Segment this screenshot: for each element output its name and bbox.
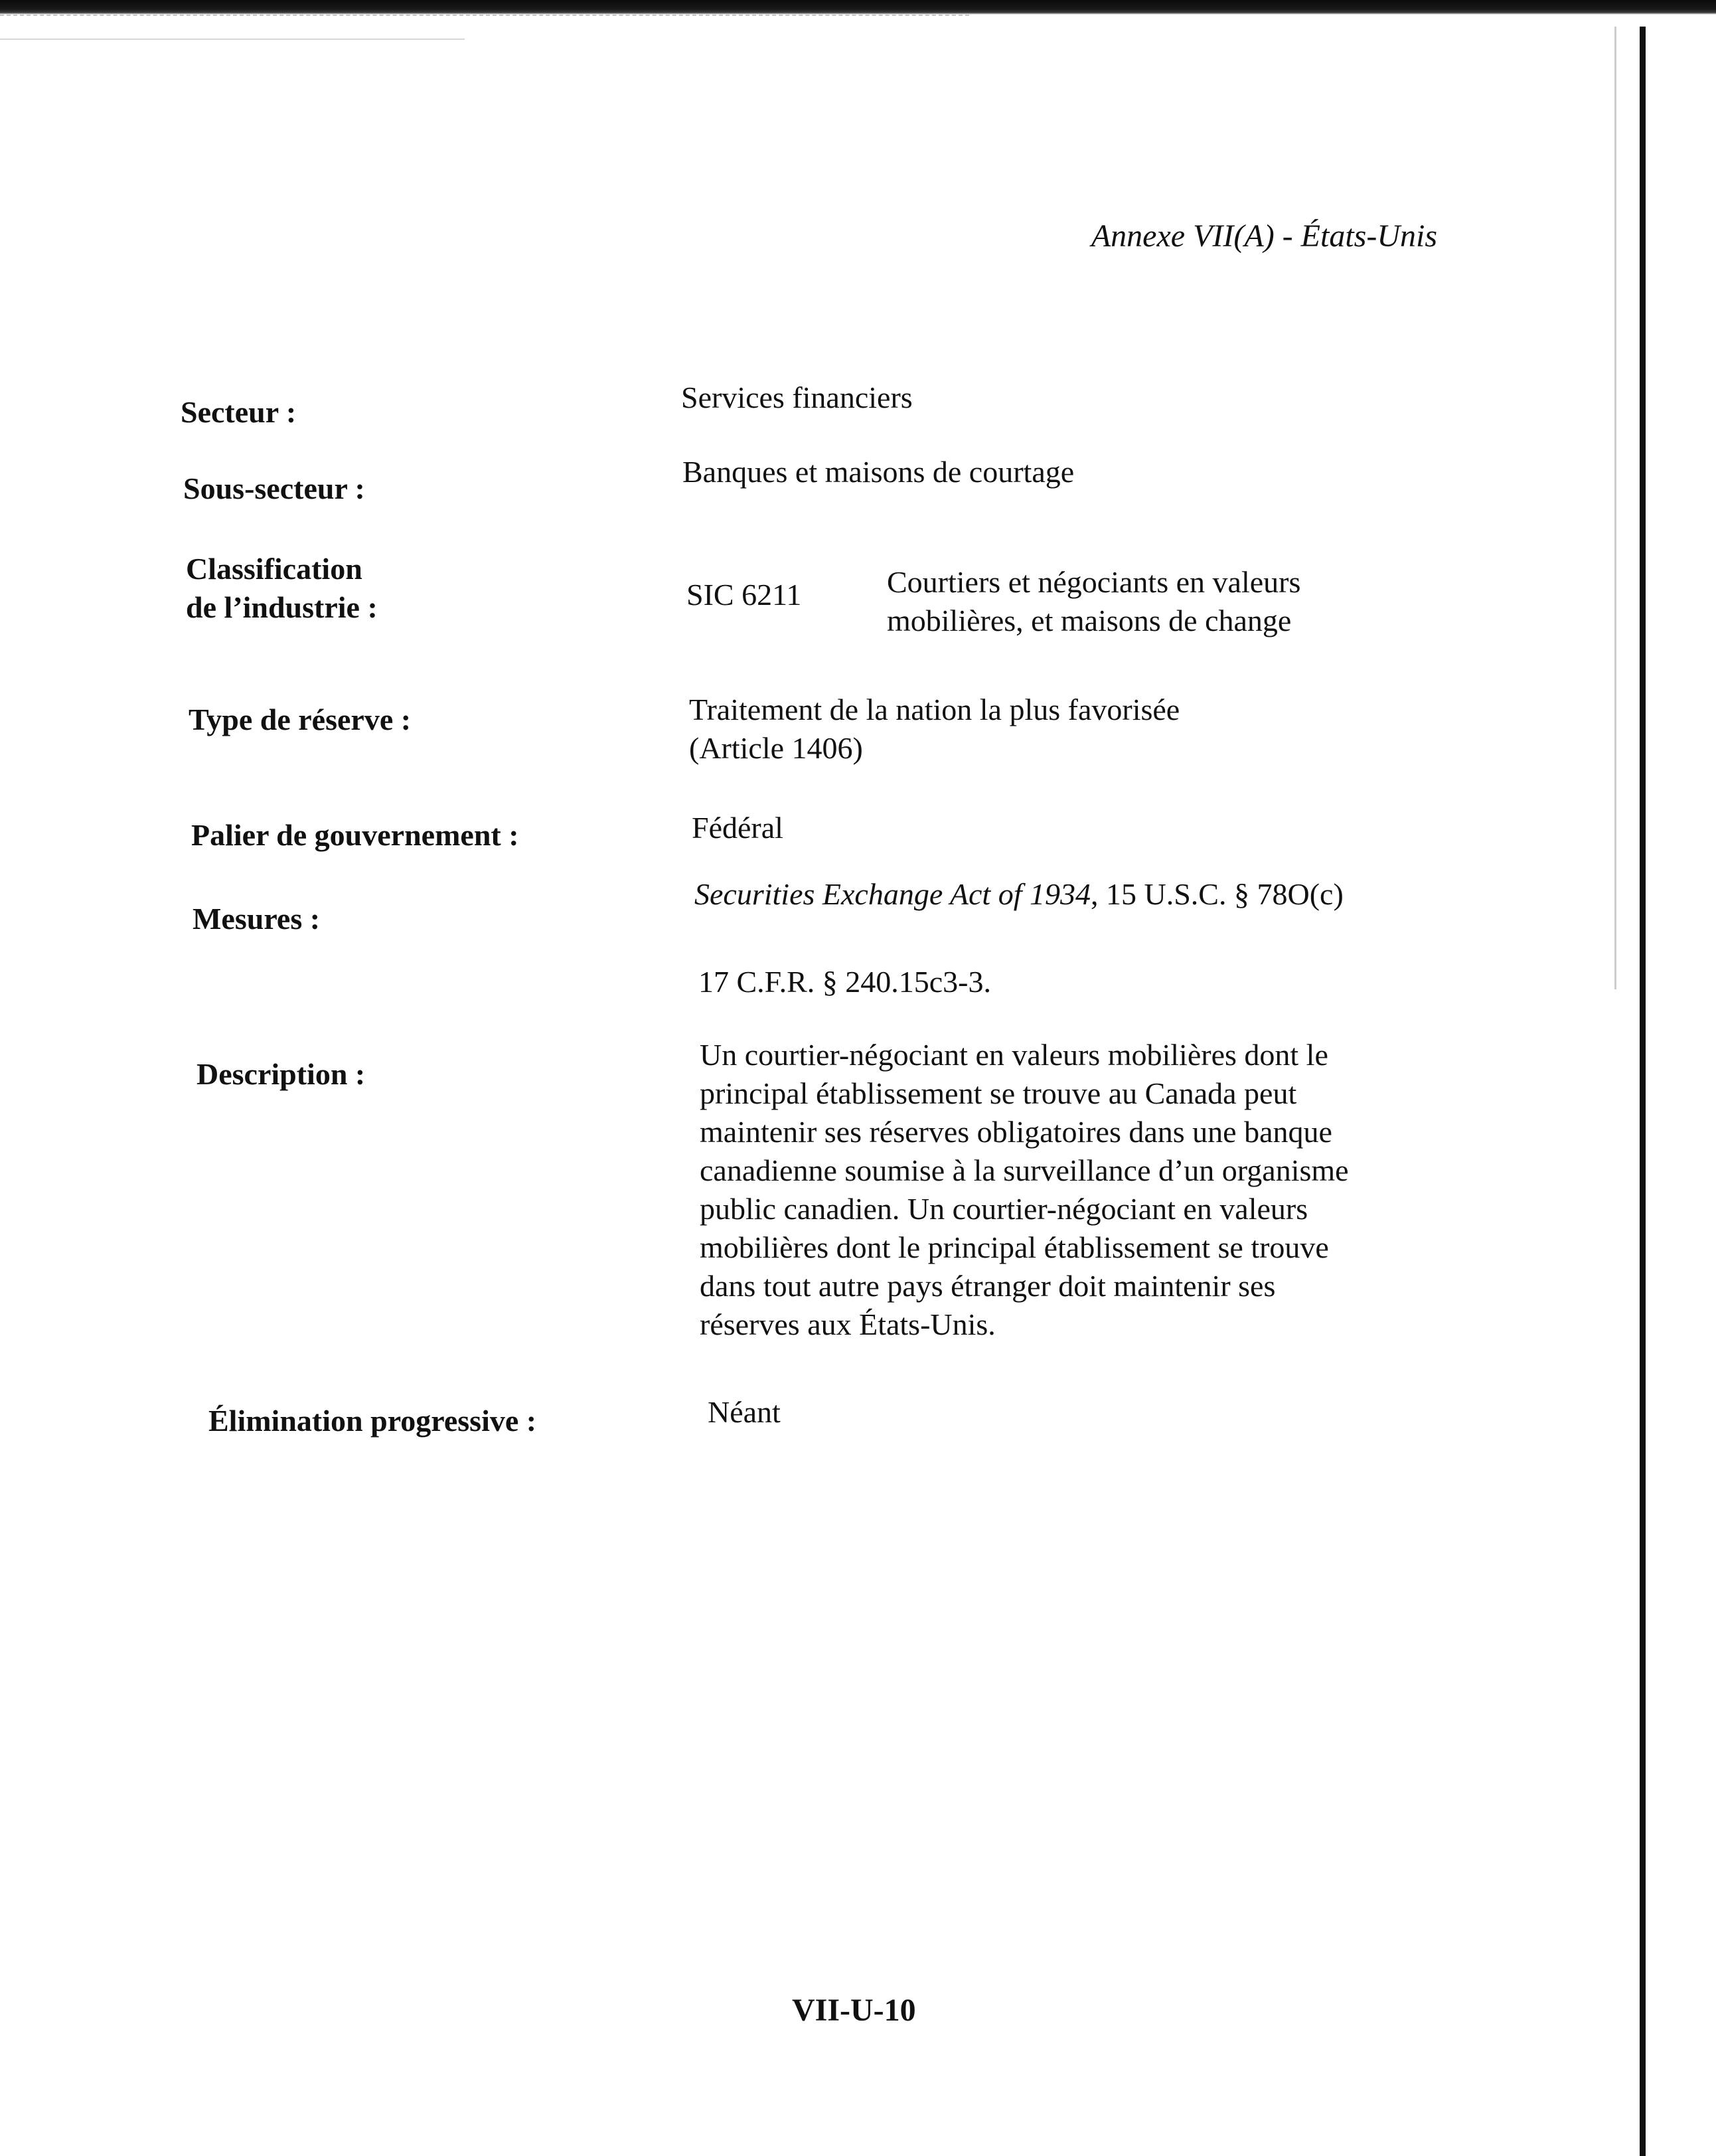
value-type-reserve (689, 691, 1180, 768)
label-classification-line: de l’industrie : (186, 590, 378, 624)
label-classification (186, 550, 378, 627)
description-line: Un courtier-négociant en valeurs mobilières dont le (700, 1038, 1328, 1072)
description-line: principal établissement se trouve au Canada peut (700, 1076, 1297, 1110)
value-palier: Fédéral (692, 811, 783, 845)
annex-title: Annexe VII(A) - États-Unis (1091, 218, 1437, 254)
type-reserve-line: Traitement de la nation la plus favorisée (689, 693, 1180, 726)
scan-artifact-right (1614, 27, 1616, 989)
label-elimination: Élimination progressive : (208, 1404, 537, 1438)
act-citation: , 15 U.S.C. § 78O(c) (1091, 877, 1344, 911)
classification-description-line: Courtiers et négociants en valeurs (887, 565, 1301, 599)
scan-edge-right (1640, 27, 1646, 2156)
label-sous-secteur: Sous-secteur : (183, 471, 365, 505)
scan-artifact-top (0, 15, 969, 49)
scan-edge-top (0, 0, 1716, 15)
label-secteur: Secteur : (181, 395, 297, 429)
value-elimination: Néant (708, 1395, 781, 1429)
scan-artifact-line (0, 39, 465, 40)
value-mesures-act (694, 875, 1344, 914)
label-classification-line: Classification (186, 552, 362, 586)
value-classification-description (887, 563, 1300, 640)
value-sic-code: SIC 6211 (686, 578, 802, 612)
label-description: Description : (196, 1057, 366, 1091)
description-line: public canadien. Un courtier-négociant en valeurs (700, 1192, 1308, 1226)
value-mesures-cfr: 17 C.F.R. § 240.15c3-3. (698, 965, 991, 999)
type-reserve-line: (Article 1406) (689, 731, 863, 765)
page-number: VII-U-10 (792, 1993, 916, 2028)
value-secteur: Services financiers (681, 380, 913, 414)
description-line: maintenir ses réserves obligatoires dans une banque (700, 1115, 1332, 1149)
classification-description-line: mobilières, et maisons de change (887, 604, 1292, 637)
description-line: mobilières dont le principal établissement se trouve (700, 1230, 1329, 1264)
label-palier: Palier de gouvernement : (191, 818, 519, 852)
value-sous-secteur: Banques et maisons de courtage (682, 455, 1075, 489)
description-line: canadienne soumise à la surveillance d’un organisme (700, 1153, 1349, 1187)
description-line: dans tout autre pays étranger doit maintenir ses (700, 1269, 1276, 1303)
label-type-reserve: Type de réserve : (189, 703, 412, 736)
description-line: réserves aux États-Unis. (700, 1307, 996, 1341)
value-description (700, 1036, 1349, 1344)
act-title: Securities Exchange Act of 1934 (694, 877, 1091, 911)
label-mesures: Mesures : (193, 902, 321, 936)
